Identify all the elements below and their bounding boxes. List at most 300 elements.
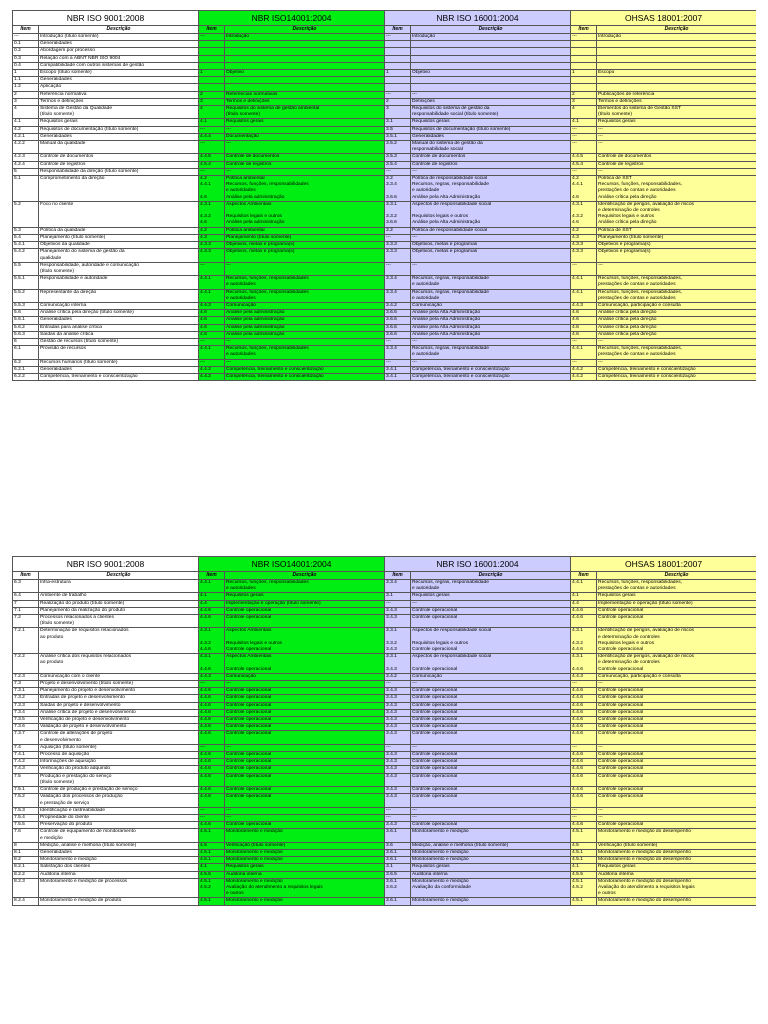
- iso9001-item-cell: 7.5.1: [13, 787, 39, 794]
- iso14001-desc-cell: [225, 77, 385, 84]
- iso16001-desc-cell: Controle operacional: [411, 794, 571, 807]
- iso9001-item-cell: 7.5.4: [13, 814, 39, 821]
- subheader-item: Item: [199, 572, 225, 580]
- iso16001-item-cell: 3.4.1: [385, 366, 411, 373]
- iso16001-item-cell: 3.5.1: [385, 133, 411, 140]
- iso16001-item-cell: 3.1: [385, 864, 411, 871]
- table-row: [13, 91, 757, 98]
- correspondence-table: [12, 10, 756, 381]
- iso14001-desc-cell: Recursos, funções, responsabilidades e autoridades: [225, 580, 385, 593]
- iso16001-desc-cell: ---: [411, 814, 571, 821]
- iso16001-item-cell: 3.4.3: [385, 766, 411, 773]
- iso16001-desc-cell: Aspectos de responsabilidade social Requisitos legais e outros Controle operacional: [411, 628, 571, 654]
- ohsas-item-cell: 4.5.1: [571, 857, 597, 864]
- iso16001-desc-cell: Monitoramento e medição Avaliação da conformidade: [411, 878, 571, 898]
- iso16001-desc-cell: [411, 41, 571, 48]
- iso9001-item-cell: 7.6: [13, 829, 39, 842]
- ohsas-item-cell: 4.4.1: [571, 276, 597, 289]
- iso14001-item-cell: 4.4.1: [199, 289, 225, 302]
- ohsas-desc-cell: Controle de registros: [597, 161, 756, 168]
- iso9001-item-cell: 7.2.1: [13, 628, 39, 654]
- ohsas-item-cell: ---: [571, 133, 597, 140]
- iso14001-item-cell: [199, 77, 225, 84]
- table-body: [13, 580, 757, 906]
- iso9001-desc-cell: Controle de equipamento de monitoramento e medição: [39, 829, 199, 842]
- ohsas-item-cell: 4.4.2: [571, 366, 597, 373]
- ohsas-desc-cell: Análise crítica pela direção: [597, 310, 756, 317]
- iso14001-desc-cell: Controle operacional: [225, 695, 385, 702]
- iso9001-desc-cell: Análise crítica dos requisitos relacionados ao produto: [39, 654, 199, 674]
- iso9001-desc-cell: Generalidades: [39, 133, 199, 140]
- iso16001-desc-cell: Objetivo: [411, 70, 571, 77]
- ohsas-item-cell: 3: [571, 98, 597, 105]
- iso9001-item-cell: 5.6: [13, 310, 39, 317]
- iso14001-desc-cell: Análise pela administração: [225, 317, 385, 324]
- ohsas-item-cell: 4.4.6: [571, 787, 597, 794]
- iso16001-desc-cell: Análise pela Alta Administração: [411, 310, 571, 317]
- iso14001-item-cell: 4.4.6: [199, 759, 225, 766]
- iso16001-desc-cell: Controle operacional: [411, 607, 571, 614]
- iso16001-item-cell: 3.3.1 3.3.2 3.4.3: [385, 628, 411, 654]
- ohsas-item-cell: 4.6: [571, 331, 597, 338]
- iso16001-item-cell: 3.5.2: [385, 141, 411, 154]
- iso9001-desc-cell: Análise crítica de projeto e desenvolvimento: [39, 709, 199, 716]
- iso14001-desc-cell: Monitoramento e medição: [225, 857, 385, 864]
- iso16001-desc-cell: Monitoramento e medição: [411, 829, 571, 842]
- table-row: [13, 310, 757, 317]
- ohsas-item-cell: 4.1: [571, 119, 597, 126]
- iso9001-item-cell: 5.6.2: [13, 324, 39, 331]
- ohsas-desc-cell: ---: [597, 262, 756, 275]
- ohsas-desc-cell: Comunicação, participação e consulta: [597, 302, 756, 309]
- iso14001-item-cell: ---: [199, 681, 225, 688]
- iso9001-desc-cell: Informações de aquisição: [39, 759, 199, 766]
- iso9001-item-cell: 5.4.2: [13, 249, 39, 262]
- ohsas-desc-cell: Controle operacional: [597, 615, 756, 628]
- subheader-desc: Descrição: [411, 572, 571, 580]
- iso9001-desc-cell: Recursos humanos (título somente): [39, 359, 199, 366]
- iso14001-item-cell: 4.4.6: [199, 607, 225, 614]
- table-row: [13, 600, 757, 607]
- ohsas-item-cell: ---: [571, 744, 597, 751]
- iso9001-desc-cell: Monitoramento e medição: [39, 857, 199, 864]
- iso9001-item-cell: 5.4: [13, 234, 39, 241]
- iso9001-desc-cell: Validação de projeto e desenvolvimento: [39, 724, 199, 731]
- ohsas-desc-cell: Verificação (título somente): [597, 842, 756, 849]
- iso14001-item-cell: 4.4.4: [199, 133, 225, 140]
- table-row: [13, 262, 757, 275]
- table-row: [13, 898, 757, 905]
- iso9001-item-cell: 1.2: [13, 84, 39, 91]
- iso9001-item-cell: 5.5.3: [13, 302, 39, 309]
- iso16001-desc-cell: Comunicação: [411, 673, 571, 680]
- iso9001-item-cell: 0.1: [13, 41, 39, 48]
- iso9001-item-cell: 7.4.3: [13, 766, 39, 773]
- iso16001-item-cell: [385, 77, 411, 84]
- iso16001-item-cell: 3.4.3: [385, 787, 411, 794]
- table-row: [13, 366, 757, 373]
- table-row: [13, 615, 757, 628]
- iso14001-item-cell: 4.4.6: [199, 731, 225, 744]
- iso14001-item-cell: ---: [199, 359, 225, 366]
- iso14001-desc-cell: Introdução: [225, 34, 385, 41]
- table-row: [13, 133, 757, 140]
- iso9001-desc-cell: Controle de produção e prestação de serviço: [39, 787, 199, 794]
- iso14001-item-cell: 4.3.1 4.3.2 4.6: [199, 201, 225, 227]
- table-body: [13, 34, 757, 381]
- iso16001-item-cell: 3.3.4: [385, 289, 411, 302]
- ohsas-item-cell: 4.4.6: [571, 752, 597, 759]
- iso9001-item-cell: 7.4: [13, 744, 39, 751]
- iso14001-desc-cell: ---: [225, 168, 385, 175]
- ohsas-item-cell: ---: [571, 141, 597, 154]
- iso9001-desc-cell: Generalidades: [39, 849, 199, 856]
- iso9001-desc-cell: Comunicação interna: [39, 302, 199, 309]
- iso9001-item-cell: 5.5.1: [13, 276, 39, 289]
- table-row: [13, 759, 757, 766]
- iso16001-item-cell: ---: [385, 600, 411, 607]
- iso9001-desc-cell: Aplicação: [39, 84, 199, 91]
- iso16001-item-cell: 3.6.1: [385, 857, 411, 864]
- iso14001-desc-cell: Planejamento (título somente): [225, 234, 385, 241]
- iso14001-desc-cell: Verificação (título somente): [225, 842, 385, 849]
- iso16001-item-cell: 3.4.3: [385, 695, 411, 702]
- iso9001-item-cell: 5.6.3: [13, 331, 39, 338]
- subheader-desc: Descrição: [225, 26, 385, 34]
- iso9001-item-cell: 7.3.6: [13, 724, 39, 731]
- ohsas-item-cell: 4.4.6: [571, 822, 597, 829]
- iso14001-item-cell: 4.4.3: [199, 302, 225, 309]
- iso9001-desc-cell: Validação dos processos de produção e prestação de serviço: [39, 794, 199, 807]
- iso14001-desc-cell: Implementação e operação (título somente): [225, 600, 385, 607]
- iso9001-item-cell: 7.2.3: [13, 673, 39, 680]
- ohsas-desc-cell: Controle operacional: [597, 794, 756, 807]
- iso16001-item-cell: ---: [385, 744, 411, 751]
- ohsas-desc-cell: Controle operacional: [597, 731, 756, 744]
- ohsas-desc-cell: Comunicação, participação e consulta: [597, 673, 756, 680]
- iso16001-item-cell: 3.4.3: [385, 709, 411, 716]
- iso14001-item-cell: 4.6: [199, 310, 225, 317]
- ohsas-desc-cell: Competência, treinamento e conscientização: [597, 373, 756, 380]
- ohsas-item-cell: 4.4.2: [571, 373, 597, 380]
- table-row: [13, 822, 757, 829]
- iso9001-item-cell: 5.3: [13, 227, 39, 234]
- iso14001-desc-cell: Comunicação: [225, 673, 385, 680]
- iso16001-item-cell: 3.4.3: [385, 615, 411, 628]
- iso9001-item-cell: 5.1: [13, 176, 39, 202]
- header-iso16001: NBR ISO 16001:2004: [385, 11, 571, 26]
- iso14001-item-cell: 4.4.2: [199, 373, 225, 380]
- iso16001-item-cell: [385, 62, 411, 69]
- iso14001-item-cell: 4.3.1 4.4.6: [199, 654, 225, 674]
- ohsas-item-cell: 4.5.5: [571, 871, 597, 878]
- ohsas-desc-cell: Requisitos gerais: [597, 593, 756, 600]
- iso16001-item-cell: 3.6.1: [385, 829, 411, 842]
- iso9001-desc-cell: Competência, treinamento e conscientização: [39, 373, 199, 380]
- ohsas-item-cell: 4.4.6: [571, 759, 597, 766]
- iso14001-item-cell: 4.5.4: [199, 161, 225, 168]
- ohsas-desc-cell: ---: [597, 744, 756, 751]
- iso14001-item-cell: ---: [199, 338, 225, 345]
- iso9001-desc-cell: Saídas da análise crítica: [39, 331, 199, 338]
- ohsas-item-cell: 4.4.6: [571, 766, 597, 773]
- iso14001-item-cell: ---: [199, 744, 225, 751]
- iso9001-item-cell: 8.2.3: [13, 878, 39, 898]
- iso9001-desc-cell: Generalidades: [39, 317, 199, 324]
- iso14001-item-cell: 4.2 4.4.1 4.6: [199, 176, 225, 202]
- iso14001-desc-cell: ---: [225, 744, 385, 751]
- table-row: [13, 688, 757, 695]
- header-iso14001: NBR ISO14001:2004: [199, 557, 385, 572]
- ohsas-desc-cell: Controle operacional: [597, 773, 756, 786]
- table-row: [13, 702, 757, 709]
- iso9001-item-cell: 7.5.3: [13, 807, 39, 814]
- iso14001-item-cell: 4.4.3: [199, 673, 225, 680]
- iso16001-item-cell: 3.4.1: [385, 373, 411, 380]
- iso9001-desc-cell: Realização do produto (título somente): [39, 600, 199, 607]
- iso16001-item-cell: 3.6.6: [385, 324, 411, 331]
- iso14001-item-cell: 4.4.6: [199, 773, 225, 786]
- table-row: [13, 126, 757, 133]
- iso16001-item-cell: ---: [385, 681, 411, 688]
- table-row: [13, 373, 757, 380]
- iso16001-desc-cell: ---: [411, 807, 571, 814]
- iso9001-item-cell: 7.3.3: [13, 702, 39, 709]
- iso16001-desc-cell: ---: [411, 338, 571, 345]
- ohsas-item-cell: ---: [571, 814, 597, 821]
- iso9001-item-cell: 6.1: [13, 346, 39, 359]
- ohsas-item-cell: 4.3.3: [571, 242, 597, 249]
- ohsas-item-cell: ---: [571, 338, 597, 345]
- iso16001-desc-cell: Requisitos gerais: [411, 119, 571, 126]
- iso9001-item-cell: 6: [13, 338, 39, 345]
- table-row: [13, 628, 757, 654]
- iso16001-desc-cell: Controle operacional: [411, 695, 571, 702]
- iso14001-item-cell: 4.3.1 4.3.2 4.4.6: [199, 628, 225, 654]
- table-row: [13, 234, 757, 241]
- iso14001-desc-cell: Recursos, funções, responsabilidades e autoridades: [225, 346, 385, 359]
- iso9001-desc-cell: Sistema de Gestão da Qualidade (título somente): [39, 106, 199, 119]
- iso9001-item-cell: 5.5.2: [13, 289, 39, 302]
- ohsas-desc-cell: Controle de documentos: [597, 154, 756, 161]
- ohsas-desc-cell: ---: [597, 141, 756, 154]
- iso9001-desc-cell: Comprometimento da direção: [39, 176, 199, 202]
- iso14001-item-cell: 4.3.3: [199, 242, 225, 249]
- iso9001-item-cell: 7.3.5: [13, 717, 39, 724]
- iso14001-item-cell: ---: [199, 807, 225, 814]
- ohsas-desc-cell: Controle operacional: [597, 688, 756, 695]
- ohsas-item-cell: 4.4.6: [571, 702, 597, 709]
- table-row: [13, 752, 757, 759]
- table-row: [13, 242, 757, 249]
- iso16001-item-cell: [385, 41, 411, 48]
- iso14001-desc-cell: [225, 48, 385, 55]
- iso16001-desc-cell: Controle operacional: [411, 724, 571, 731]
- ohsas-desc-cell: Identificação de perigos, avaliação de riscos e determinação de controles Requisitos legais e outros Análise crítica pela direção: [597, 201, 756, 227]
- iso16001-desc-cell: Recursos, regras, responsabilidade e autoridade: [411, 580, 571, 593]
- iso16001-item-cell: 3.3.1 3.4.3: [385, 654, 411, 674]
- iso14001-desc-cell: Controle operacional: [225, 731, 385, 744]
- table-row: [13, 276, 757, 289]
- iso9001-item-cell: 5.2: [13, 201, 39, 227]
- ohsas-desc-cell: Monitoramento e medição do desempenho Avaliação do atendimento a requisitos legais e outros: [597, 878, 756, 898]
- iso16001-desc-cell: Política de responsabilidade social Recursos, regras, responsabilidade e autoridade Análise pela Alta Administração: [411, 176, 571, 202]
- iso16001-item-cell: 1: [385, 70, 411, 77]
- iso16001-item-cell: 3.5: [385, 126, 411, 133]
- iso16001-item-cell: 3.4.3: [385, 724, 411, 731]
- iso16001-desc-cell: Controle operacional: [411, 773, 571, 786]
- subheader-desc: Descrição: [225, 572, 385, 580]
- iso14001-item-cell: 4.5: [199, 842, 225, 849]
- table-row: [13, 161, 757, 168]
- iso9001-item-cell: 5.4.1: [13, 242, 39, 249]
- table-row: [13, 84, 757, 91]
- table-row: [13, 878, 757, 898]
- table-row: [13, 119, 757, 126]
- ohsas-item-cell: 4.4.6: [571, 773, 597, 786]
- iso16001-desc-cell: Monitoramento e medição: [411, 849, 571, 856]
- ohsas-desc-cell: Objetivos e programa(s): [597, 249, 756, 262]
- table-row: [13, 302, 757, 309]
- iso14001-desc-cell: ---: [225, 338, 385, 345]
- iso16001-item-cell: 3.6: [385, 842, 411, 849]
- iso9001-desc-cell: Provisão de recursos: [39, 346, 199, 359]
- iso14001-desc-cell: Controle operacional: [225, 702, 385, 709]
- subheader-desc: Descrição: [597, 26, 756, 34]
- table-row: [13, 814, 757, 821]
- subheader-item: Item: [385, 26, 411, 34]
- table-row: [13, 681, 757, 688]
- ohsas-item-cell: ---: [571, 168, 597, 175]
- ohsas-desc-cell: Planejamento (título somente): [597, 234, 756, 241]
- iso14001-desc-cell: [225, 84, 385, 91]
- iso9001-desc-cell: Satisfação dos clientes: [39, 864, 199, 871]
- ohsas-desc-cell: Controle operacional: [597, 709, 756, 716]
- iso9001-desc-cell: Projeto e desenvolvimento (título somente): [39, 681, 199, 688]
- ohsas-desc-cell: Requisitos gerais: [597, 864, 756, 871]
- iso16001-desc-cell: ---: [411, 262, 571, 275]
- ohsas-desc-cell: Objetivos e programa(s): [597, 242, 756, 249]
- ohsas-desc-cell: [597, 41, 756, 48]
- table-row: [13, 289, 757, 302]
- iso9001-desc-cell: Planejamento do projeto e desenvolvimento: [39, 688, 199, 695]
- iso9001-desc-cell: Ambiente de trabalho: [39, 593, 199, 600]
- iso14001-item-cell: 4.4.1: [199, 346, 225, 359]
- subheader-item: Item: [13, 26, 39, 34]
- ohsas-item-cell: 4.5.1: [571, 898, 597, 905]
- iso9001-item-cell: 4.2.2: [13, 141, 39, 154]
- iso14001-desc-cell: Documentação: [225, 133, 385, 140]
- iso16001-desc-cell: Introdução: [411, 34, 571, 41]
- iso14001-item-cell: 4.4.6: [199, 752, 225, 759]
- iso16001-desc-cell: Análise pela Alta Administração: [411, 331, 571, 338]
- iso9001-item-cell: 6.2: [13, 359, 39, 366]
- table-row: [13, 766, 757, 773]
- iso9001-desc-cell: Requisitos gerais: [39, 119, 199, 126]
- correspondence-table: [12, 556, 756, 906]
- iso16001-desc-cell: ---: [411, 681, 571, 688]
- iso9001-desc-cell: Manual da qualidade: [39, 141, 199, 154]
- iso9001-desc-cell: Generalidades: [39, 77, 199, 84]
- iso14001-item-cell: 4.4.5: [199, 154, 225, 161]
- table-row: [13, 41, 757, 48]
- ohsas-desc-cell: Política de SST: [597, 227, 756, 234]
- iso16001-item-cell: 3.6.1: [385, 898, 411, 905]
- ohsas-item-cell: ---: [571, 681, 597, 688]
- iso14001-item-cell: [199, 62, 225, 69]
- iso16001-item-cell: 3.6.1 3.6.2: [385, 878, 411, 898]
- iso16001-item-cell: 3.6.6: [385, 317, 411, 324]
- iso9001-desc-cell: Requisitos de documentação (título somente): [39, 126, 199, 133]
- iso14001-item-cell: 4.4.1: [199, 276, 225, 289]
- iso14001-item-cell: ---: [199, 168, 225, 175]
- iso9001-desc-cell: Gestão de recursos (título somente): [39, 338, 199, 345]
- table-row: [13, 807, 757, 814]
- iso16001-item-cell: ---: [385, 234, 411, 241]
- iso16001-item-cell: 3.5.4: [385, 161, 411, 168]
- iso9001-item-cell: ---: [13, 34, 39, 41]
- iso16001-desc-cell: Requisitos de documentação (título somente): [411, 126, 571, 133]
- iso14001-desc-cell: Análise pela administração: [225, 324, 385, 331]
- iso16001-item-cell: 3.4.3: [385, 759, 411, 766]
- iso9001-item-cell: 1.1: [13, 77, 39, 84]
- iso16001-desc-cell: Controle operacional: [411, 709, 571, 716]
- iso14001-item-cell: 4: [199, 106, 225, 119]
- table-row: [13, 607, 757, 614]
- iso14001-item-cell: ---: [199, 126, 225, 133]
- ohsas-desc-cell: Controle operacional: [597, 717, 756, 724]
- iso14001-desc-cell: Análise pela administração: [225, 310, 385, 317]
- iso14001-desc-cell: Controle de registros: [225, 161, 385, 168]
- table-row: [13, 201, 757, 227]
- subheader-item: Item: [385, 572, 411, 580]
- iso9001-item-cell: 5.5: [13, 262, 39, 275]
- table-row: [13, 317, 757, 324]
- iso16001-item-cell: 3: [385, 106, 411, 119]
- iso9001-desc-cell: Identificação e rastreabilidade: [39, 807, 199, 814]
- ohsas-desc-cell: Análise crítica pela direção: [597, 317, 756, 324]
- ohsas-desc-cell: [597, 62, 756, 69]
- iso9001-item-cell: 7.3.1: [13, 688, 39, 695]
- iso16001-desc-cell: Monitoramento e medição: [411, 857, 571, 864]
- iso14001-item-cell: 4.4.6: [199, 794, 225, 807]
- ohsas-desc-cell: Controle operacional: [597, 787, 756, 794]
- table-row: [13, 227, 757, 234]
- iso14001-item-cell: 4.4.6: [199, 822, 225, 829]
- iso9001-item-cell: 5.6.1: [13, 317, 39, 324]
- iso16001-desc-cell: Controle de documentos: [411, 154, 571, 161]
- iso16001-desc-cell: [411, 62, 571, 69]
- iso9001-desc-cell: Propriedade do cliente: [39, 814, 199, 821]
- ohsas-item-cell: 4.4.6: [571, 724, 597, 731]
- iso9001-desc-cell: Planejamento (título somente): [39, 234, 199, 241]
- iso16001-item-cell: 3.4.3: [385, 688, 411, 695]
- iso14001-desc-cell: Aspectos Ambientais Controle operacional: [225, 654, 385, 674]
- iso16001-item-cell: 3.4.2: [385, 673, 411, 680]
- iso14001-desc-cell: Objetivos, metas e programa(s): [225, 242, 385, 249]
- iso9001-item-cell: 4: [13, 106, 39, 119]
- iso14001-desc-cell: Controle operacional: [225, 822, 385, 829]
- iso16001-desc-cell: [411, 77, 571, 84]
- iso16001-desc-cell: Objetivos, metas e programas: [411, 249, 571, 262]
- iso14001-desc-cell: [225, 55, 385, 62]
- iso14001-desc-cell: Monitoramento e medição: [225, 849, 385, 856]
- ohsas-item-cell: 4.6: [571, 324, 597, 331]
- iso9001-item-cell: 0.2: [13, 48, 39, 55]
- table-row: [13, 744, 757, 751]
- iso14001-desc-cell: ---: [225, 814, 385, 821]
- iso16001-item-cell: ---: [385, 34, 411, 41]
